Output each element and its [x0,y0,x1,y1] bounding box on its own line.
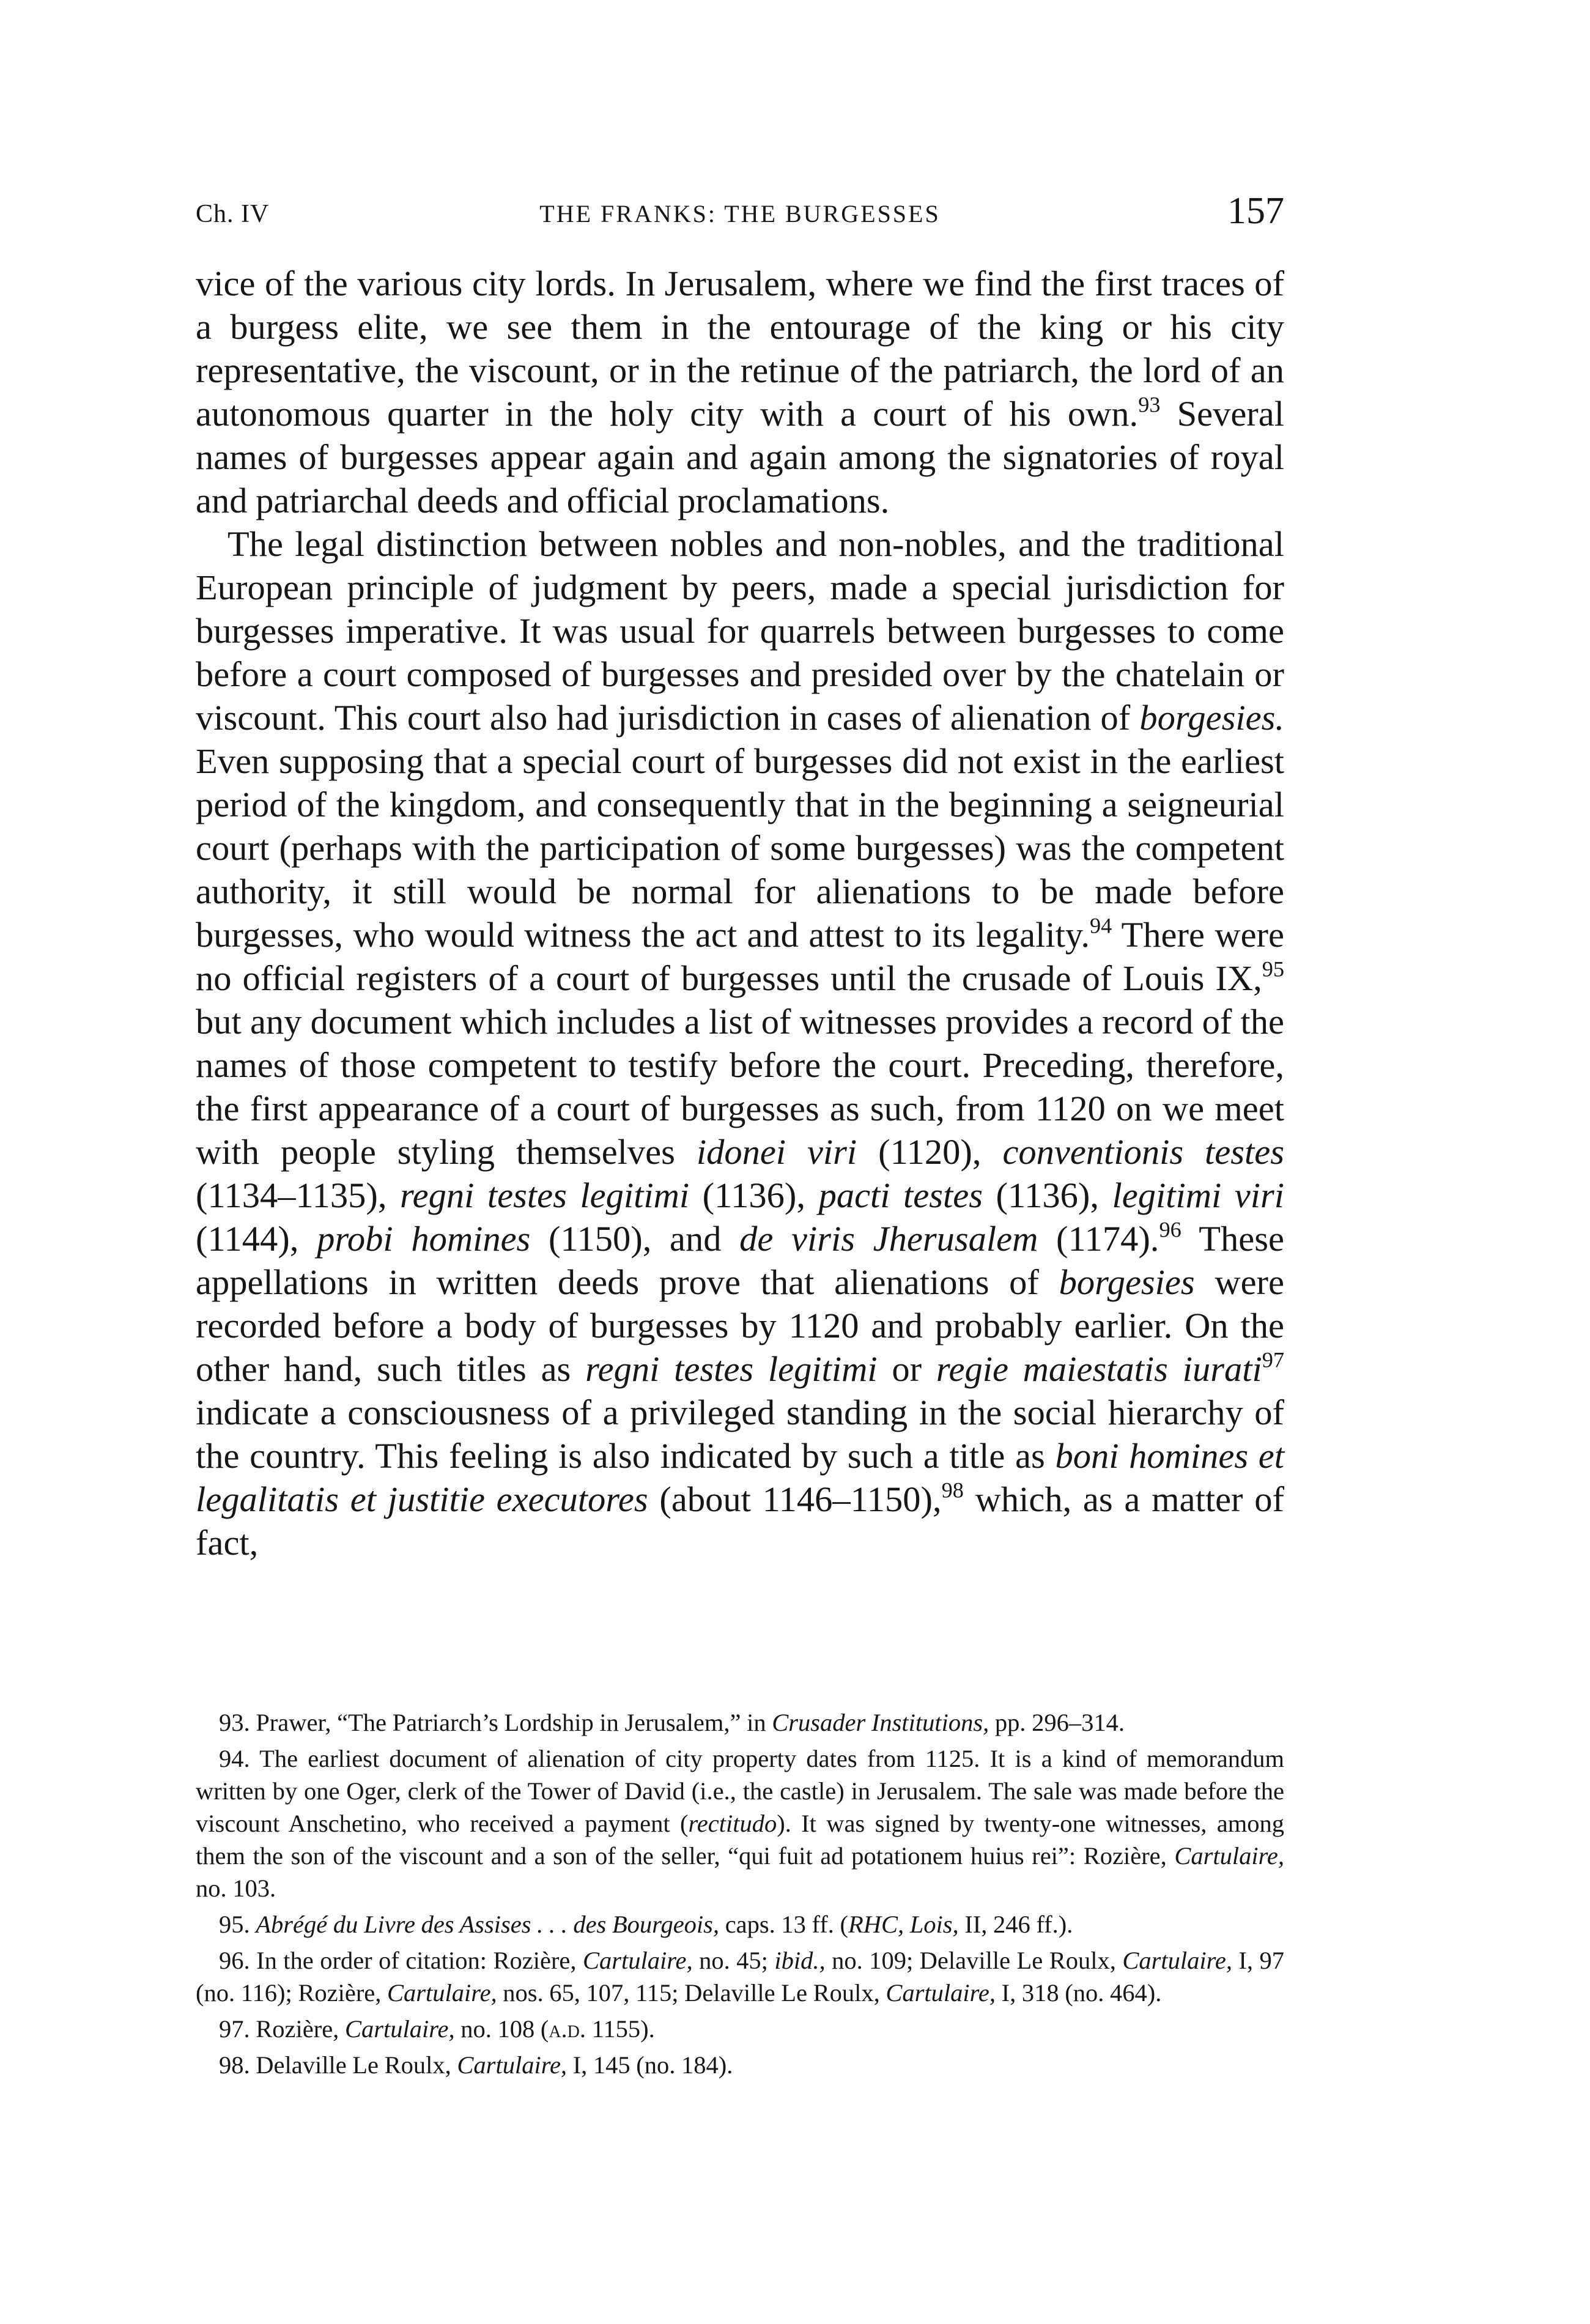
footnote-ref-93: 93 [1138,392,1161,417]
footnote-ref-95: 95 [1262,957,1284,982]
paragraph-2: The legal distinction between nobles and non-nobles, and the traditional European principle of judgment by peers, made a special jurisdiction for burgesses imperative. It was usual for quarrels between burgesses to come before a court composed of burgesses and presided over by the chatelain or viscount. This court also had jurisdiction in cases of alienation of borgesies. Even supposing that a special court of burgesses did not exist in the earliest period of the kingdom, and consequently that in the beginning a seigneurial court (perhaps with the participation of some burgesses) was the competent authority, it still would be normal for alienations to be made before burgesses, who would witness the act and attest to its legality.$^{94}$ There were no official registers of a court of burgesses until the crusade of Louis IX,$^{95}$ but any document which includes a list of witnesses provides a record of the names of those competent to testify before the court. Preceding, therefore, the first appearance of a court of burgesses as such, from 1120 on we meet with people styling themselves idonei viri (1120), conventionis testes (1134–1135), regni testes legitimi (1136), pacti testes (1136), legitimi viri (1144), probi homines (1150), and de viris Jherusalem (1174).$^{96}$ These appellations in written deeds prove that alienations of borgesies were recorded before a body of burgesses by 1120 and probably earlier. On the other hand, such titles as regni testes legitimi or regie maiestatis iurati$^{97}$ indicate a consciousness of a privileged standing in the social hierarchy of the country. This feeling is also indicated by such a title as boni homines et legalitatis et justitie executores (about 1146–1150),$^{98}$ which, as a matter of fact, [196,524,1285,1563]
footnote-94: 94. The earliest document of alienation of city property dates from 1125. It is a kind of memorandum written by one Oger, clerk of the Tower of David (i.e., the castle) in Jerusalem. The sale was made before the viscount Anschetino, who received a payment (rectitudo). It was signed by twenty-one witnesses, among them the son of the viscount and a son of the seller, “qui fuit ad potationem huius rei”: Rozière, Cartulaire, no. 103. [196,1745,1285,1902]
footnote-96: 96. In the order of citation: Rozière, Cartulaire, no. 45; ibid., no. 109; Delaville Le Roulx, Cartulaire, I, 97 (no. 116); Rozière, Cartulaire, nos. 65, 107, 115; Delaville Le Roulx, Cartulaire, I, 318 (no. 464). [196,1947,1284,2007]
running-title: THE FRANKS: THE BURGESSES [539,200,941,228]
footnote-97: 97. Rozière, Cartulaire, no. 108 (a.d. 1155). [219,2015,655,2043]
footnote-93: 93. Prawer, “The Patriarch’s Lordship in Jerusalem,” in Crusader Institutions, pp. 296–314. [219,1709,1125,1736]
page-number: 157 [1227,190,1284,232]
footnote-ref-94: 94 [1089,913,1112,938]
chapter-label: Ch. IV [196,200,270,228]
footnote-95: 95. Abrégé du Livre des Assises . . . des Bourgeois, caps. 13 ff. (RHC, Lois, II, 246 ff.). [219,1911,1073,1938]
footnote-ref-98: 98 [941,1478,964,1503]
paragraph-1: vice of the various city lords. In Jerusalem, where we find the first traces of a burgess elite, we see them in the entourage of the king or his city representative, the viscount, or in the retinue of the patriarch, the lord of an autonomous quarter in the holy city with a court of his own.$^{93}$ Several names of burgesses appear again and again among the signatories of royal and patriarchal deeds and official proclamations. [196,264,1284,520]
footnotes [196,1706,1284,2085]
main-text [196,262,1284,1564]
running-head [196,190,1284,237]
footnote-ref-96: 96 [1159,1217,1181,1242]
footnote-98: 98. Delaville Le Roulx, Cartulaire, I, 145 (no. 184). [219,2051,733,2079]
footnote-ref-97: 97 [1262,1347,1284,1372]
